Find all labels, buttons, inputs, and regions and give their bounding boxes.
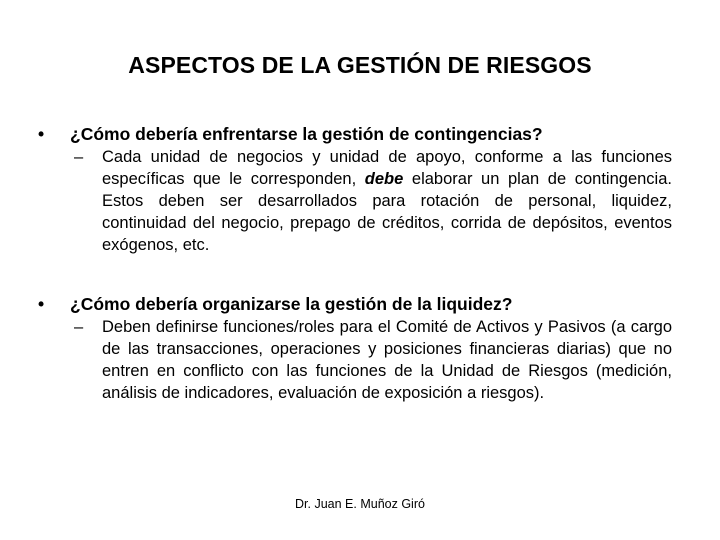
bullet-marker: • bbox=[38, 124, 45, 144]
sub-bullet-answer-text: Deben definirse funciones/roles para el Comité de Activos y Pasivos (a cargo de las transacciones, operaciones y posiciones financieras diarias) que no entren en conflicto con las funciones de la Unidad de Riesgos (medición, análisis de indicadores, evaluación de exposición a riesgos). bbox=[102, 318, 672, 402]
bullet-marker: • bbox=[38, 294, 45, 314]
bullet-question bbox=[38, 123, 678, 145]
sub-text-emphasis: debe bbox=[364, 170, 404, 188]
bullet-liquidez bbox=[38, 293, 678, 404]
slide-title: ASPECTOS DE LA GESTIÓN DE RIESGOS bbox=[128, 52, 592, 78]
sub-bullet-answer bbox=[38, 316, 678, 404]
bullet-contingencias bbox=[38, 123, 678, 256]
sub-text-after: elaborar un plan de contingencia. Estos deben ser desarrollados para rotación de personal, liquidez, continuidad del negocio, prepago de créditos, corrida de depósitos, eventos exógenos, etc. bbox=[102, 170, 672, 254]
footer-author: Dr. Juan E. Muñoz Giró bbox=[295, 497, 425, 511]
sub-bullet-answer-text bbox=[102, 146, 672, 256]
bullet-question-text: ¿Cómo debería organizarse la gestión de la liquidez? bbox=[70, 294, 513, 314]
sub-text-before: Cada unidad de negocios y unidad de apoyo, conforme a las funciones específicas que le corresponden, bbox=[102, 148, 672, 188]
sub-bullet-answer bbox=[38, 146, 678, 256]
bullet-question-text: ¿Cómo debería enfrentarse la gestión de contingencias? bbox=[70, 124, 543, 144]
bullet-question bbox=[38, 293, 678, 315]
sub-bullet-marker: – bbox=[74, 148, 84, 166]
sub-bullet-marker: – bbox=[74, 318, 84, 336]
